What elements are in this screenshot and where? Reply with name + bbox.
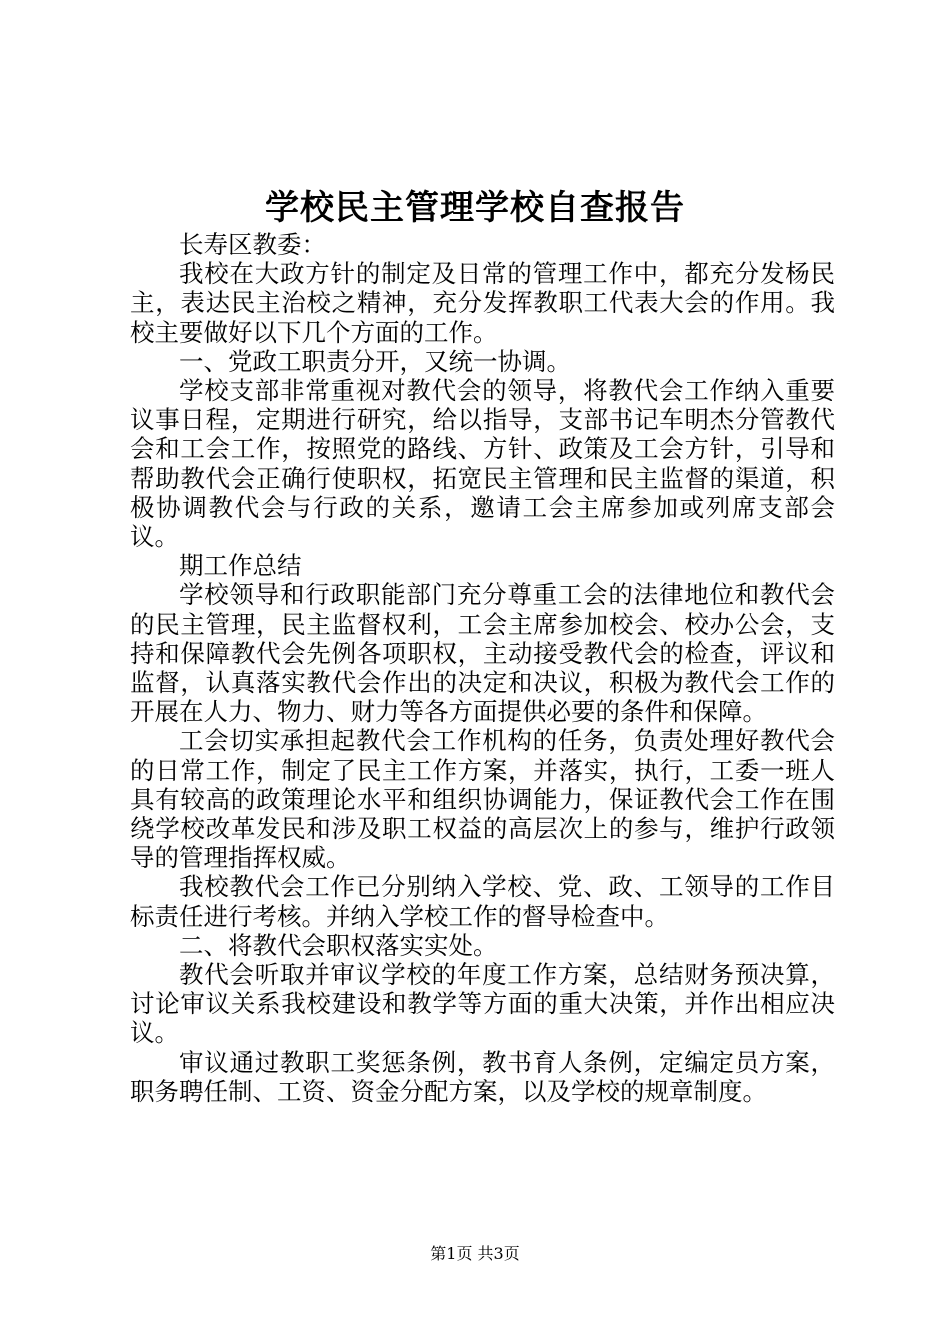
body-paragraph: 学校支部非常重视对教代会的领导，将教代会工作纳入重要议事日程，定期进行研究，给以指导，支部书记车明杰分管教代会和工会工作，按照党的路线、方针、政策及工会方针，引导和帮助教代会正确行使职权，拓宽民主管理和民主监督的渠道，积极协调教代会与行政的关系，邀请工会主席参加或列席支部会议。 — [130, 376, 835, 552]
section-heading-2: 二、将教代会职权落实实处。 — [179, 930, 498, 960]
body-paragraph: 工会切实承担起教代会工作机构的任务，负责处理好教代会的日常工作，制定了民主工作方案，并落实，执行，工委一班人具有较高的政策理论水平和组织协调能力，保证教代会工作在围绕学校改革发民和涉及职工权益的高层次上的参与，维护行政领导的管理指挥权威。 — [130, 726, 835, 873]
section-heading-1: 一、党政工职责分开，又统一协调。 — [179, 346, 571, 376]
body-paragraph: 教代会听取并审议学校的年度工作方案，总结财务预决算，讨论审议关系我校建设和教学等方面的重大决策，并作出相应决议。 — [130, 960, 835, 1048]
body-paragraph: 我校教代会工作已分别纳入学校、党、政、工领导的工作目标责任进行考核。并纳入学校工作的督导检查中。 — [130, 872, 835, 931]
document-body — [130, 230, 835, 1106]
page-number-footer: 第1页 共3页 — [430, 1244, 520, 1263]
subheading: 期工作总结 — [179, 551, 302, 581]
salutation: 长寿区教委： — [179, 230, 326, 259]
intro-paragraph: 我校在大政方针的制定及日常的管理工作中，都充分发杨民主，表达民主治校之精神，充分发挥教职工代表大会的作用。我校主要做好以下几个方面的工作。 — [130, 259, 835, 347]
body-paragraph: 学校领导和行政职能部门充分尊重工会的法律地位和教代会的民主管理，民主监督权利，工会主席参加校会、校办公会，支持和保障教代会先例各项职权，主动接受教代会的检查，评议和监督，认真落实教代会作出的决定和决议，积极为教代会工作的开展在人力、物力、财力等各方面提供必要的条件和保障。 — [130, 580, 835, 727]
body-paragraph: 审议通过教职工奖惩条例，教书育人条例，定编定员方案，职务聘任制、工资、资金分配方案，以及学校的规章制度。 — [130, 1047, 835, 1106]
document-title: 学校民主管理学校自查报告 — [265, 188, 685, 228]
